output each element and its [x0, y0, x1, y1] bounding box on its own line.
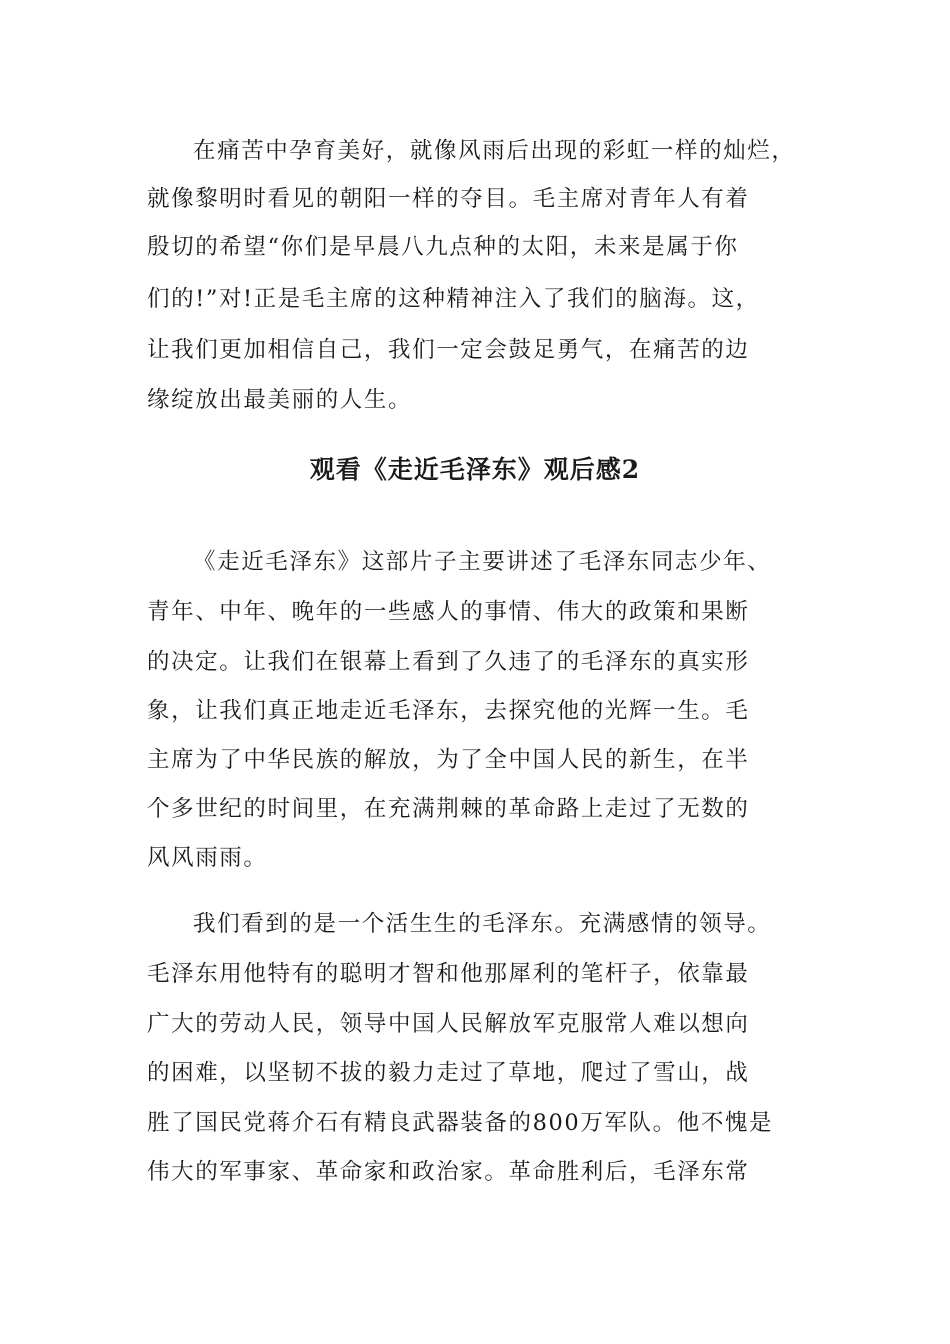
paragraph-line: 让我们更加相信自己，我们一定会鼓足勇气，在痛苦的边	[147, 337, 750, 363]
section-heading: 观看《走近毛泽东》观后感2	[309, 455, 641, 484]
paragraph-line: 的决定。让我们在银幕上看到了久违了的毛泽东的真实形	[147, 649, 750, 675]
paragraph-line: 在痛苦中孕育美好，就像风雨后出现的彩虹一样的灿烂，	[193, 138, 796, 164]
paragraph-line: 个多世纪的时间里，在充满荆棘的革命路上走过了无数的	[147, 796, 750, 822]
paragraph-line: 主席为了中华民族的解放，为了全中国人民的新生，在半	[147, 747, 750, 773]
paragraph-line: 我们看到的是一个活生生的毛泽东。充满感情的领导。	[193, 911, 772, 937]
paragraph-line: 的困难，以坚韧不拔的毅力走过了草地，爬过了雪山，战	[147, 1060, 750, 1086]
paragraph-line: 毛泽东用他特有的聪明才智和他那犀利的笔杆子，依靠最	[147, 961, 750, 987]
paragraph-line: 们的!”对!正是毛主席的这种精神注入了我们的脑海。这，	[147, 286, 760, 312]
paragraph-line: 胜了国民党蒋介石有精良武器装备的800万军队。他不愧是	[147, 1110, 774, 1136]
paragraph-line: 就像黎明时看见的朝阳一样的夺目。毛主席对青年人有着	[147, 186, 750, 212]
paragraph-line: 缘绽放出最美丽的人生。	[147, 387, 413, 413]
paragraph-line: 殷切的希望“你们是早晨八九点种的太阳，未来是属于你	[147, 234, 739, 260]
paragraph-line: 象，让我们真正地走近毛泽东，去探究他的光辉一生。毛	[147, 698, 750, 724]
paragraph-line: 广大的劳动人民，领导中国人民解放军克服常人难以想向	[147, 1011, 750, 1037]
paragraph-line: 《走近毛泽东》这部片子主要讲述了毛泽东同志少年、	[193, 549, 772, 575]
paragraph-line: 伟大的军事家、革命家和政治家。革命胜利后，毛泽东常	[147, 1159, 750, 1185]
paragraph-line: 风风雨雨。	[147, 845, 268, 871]
paragraph-line: 青年、中年、晚年的一些感人的事情、伟大的政策和果断	[147, 599, 750, 625]
